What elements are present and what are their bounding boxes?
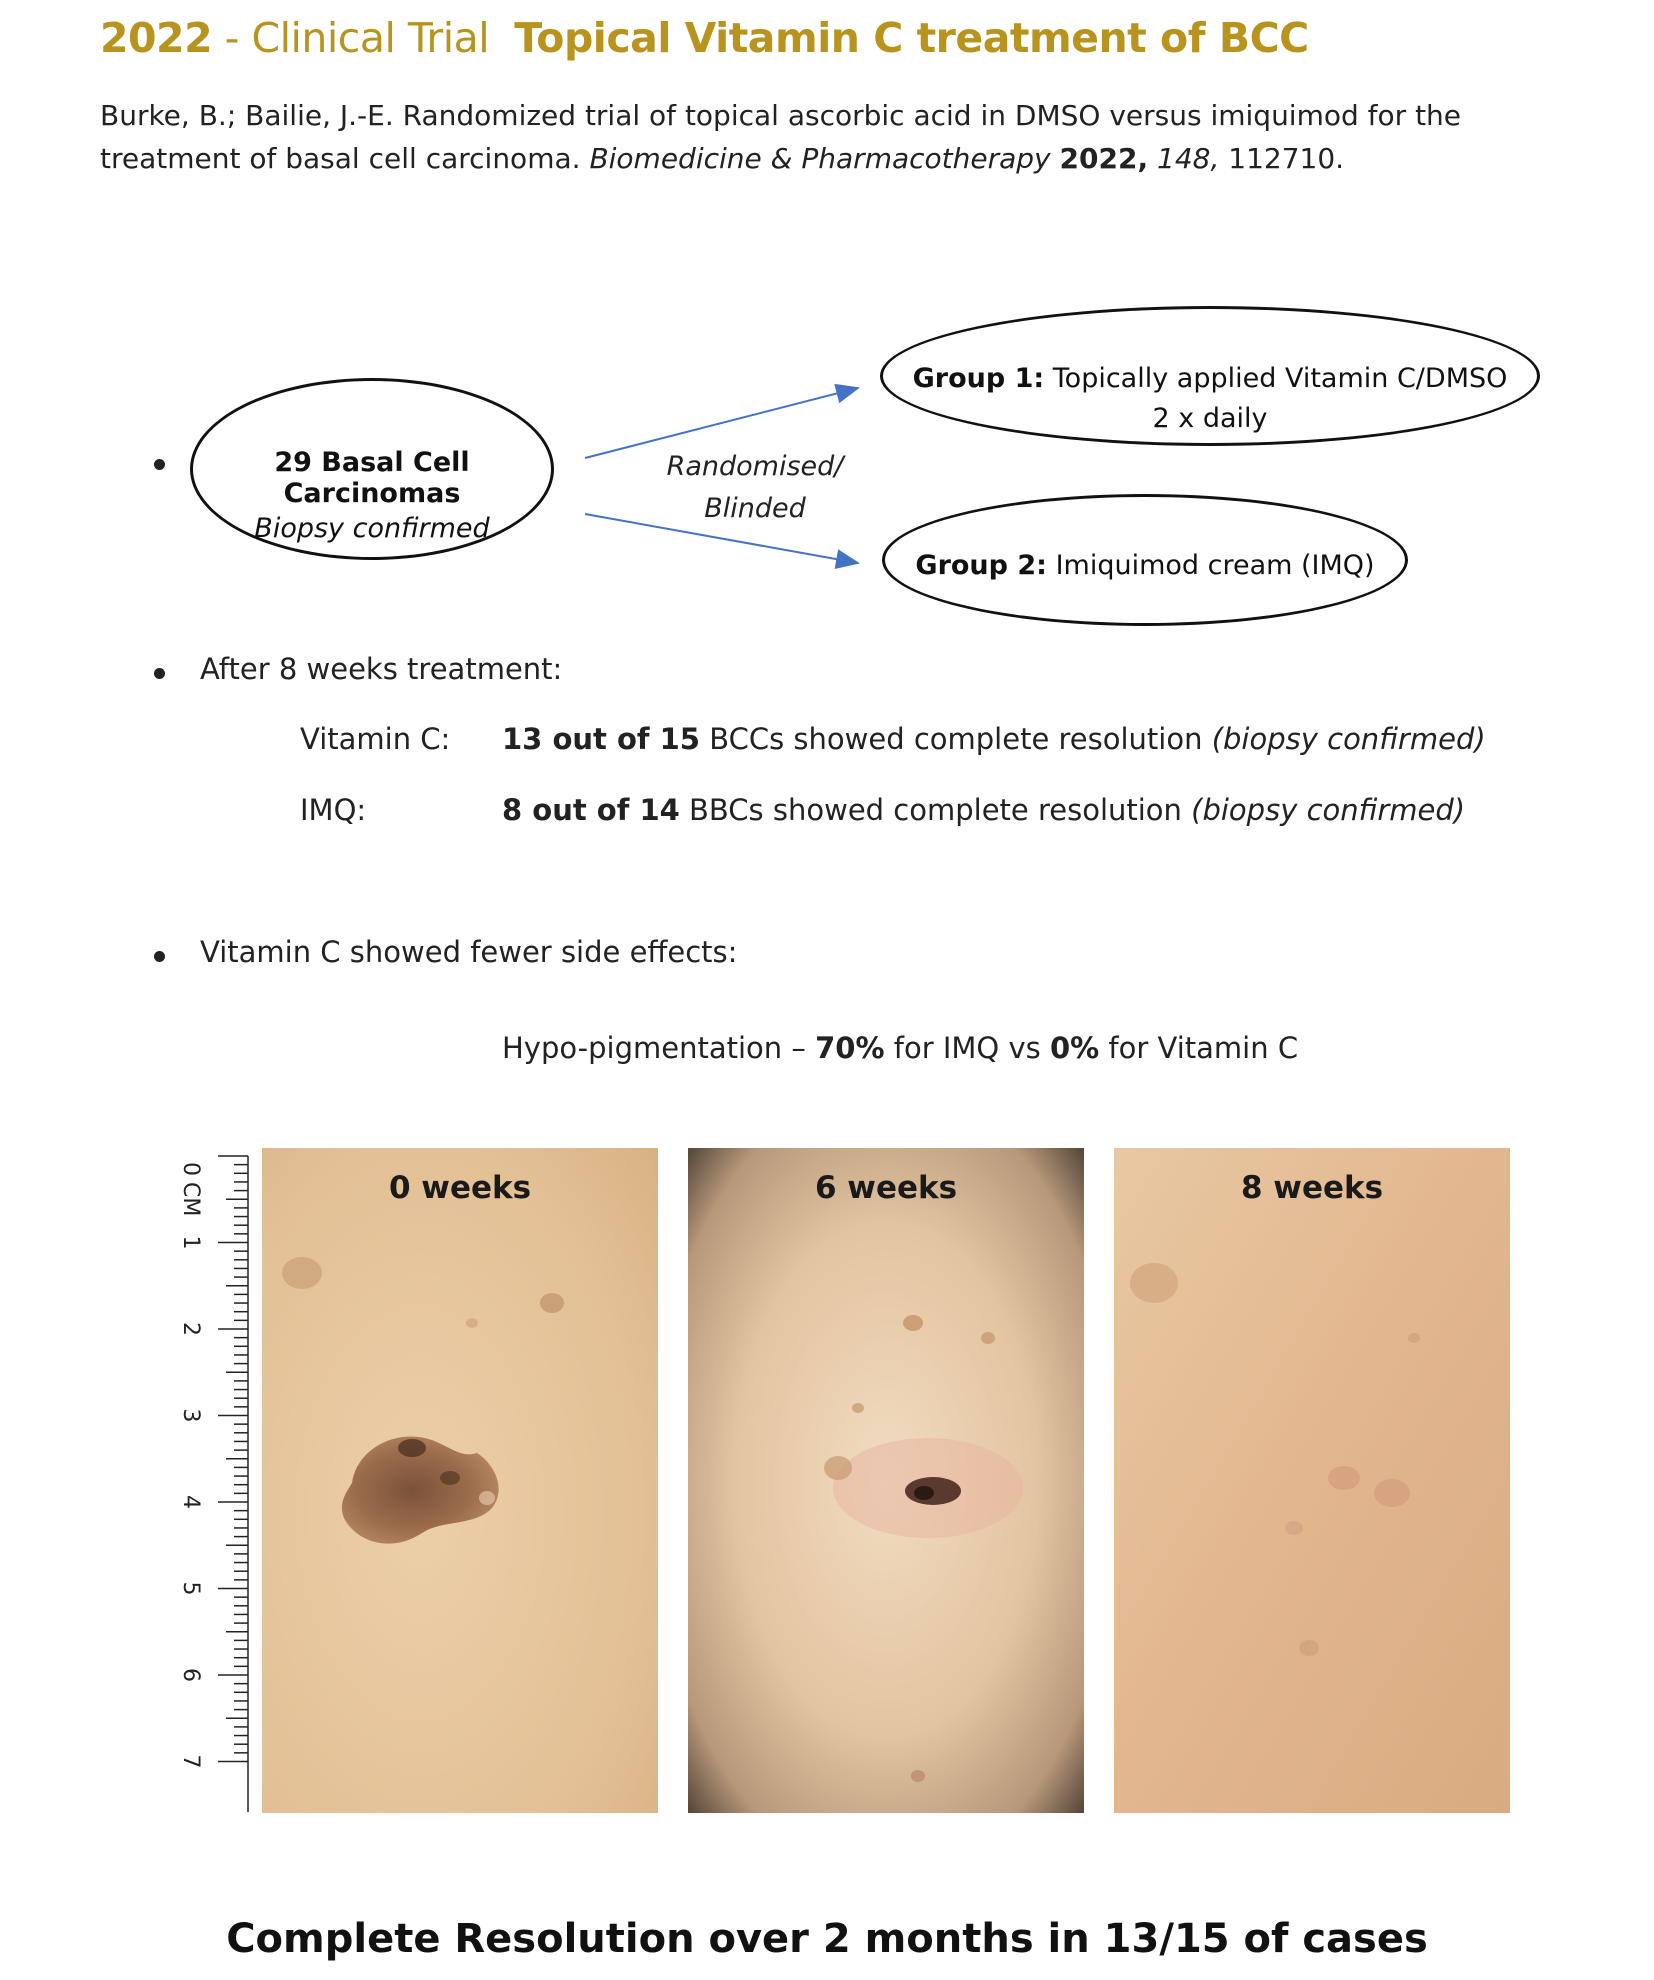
ruler-number: 0 <box>178 1162 203 1176</box>
citation-article: 112710. <box>1228 142 1345 175</box>
ruler-unit: CM <box>178 1182 203 1217</box>
skin-photo-0-weeks <box>262 1148 658 1813</box>
result-row-vitc <box>502 722 1486 756</box>
group2-ellipse <box>882 494 1408 626</box>
method-line2: Blinded <box>704 493 806 524</box>
source-bold: 29 Basal Cell Carcinomas <box>274 447 470 509</box>
group1-ellipse <box>880 306 1540 446</box>
ruler-numbers <box>178 1162 203 1769</box>
photo-label-6: 6 weeks <box>814 1170 958 1206</box>
side-effects-heading: Vitamin C showed fewer side effects: <box>200 935 738 969</box>
photo-6-weeks <box>688 1148 1084 1813</box>
ruler-number: 2 <box>178 1322 203 1336</box>
ruler-number: 3 <box>178 1408 203 1423</box>
group1-bold: Group 1: <box>912 363 1045 394</box>
ruler-number: 6 <box>178 1668 203 1682</box>
skin-photo-6-weeks <box>688 1148 1084 1813</box>
vitc-count: 13 out of 15 <box>502 722 700 756</box>
photo-label-8: 8 weeks <box>1240 1170 1384 1206</box>
imq-count: 8 out of 14 <box>502 793 680 827</box>
citation-journal: Biomedicine & Pharmacotherapy <box>589 142 1051 175</box>
photo-0-weeks <box>262 1148 658 1813</box>
ruler-number: 5 <box>178 1581 203 1596</box>
citation-volume: 148, <box>1157 142 1220 175</box>
skin-photo-8-weeks <box>1114 1148 1510 1813</box>
hypo-mid: for IMQ vs <box>884 1031 1050 1065</box>
group1-text: Topically applied Vitamin C/DMSO <box>1052 363 1508 394</box>
hypo-pigmentation-line <box>502 1031 1298 1065</box>
hypo-prefix: Hypo-pigmentation – <box>502 1031 816 1065</box>
imq-text: BBCs showed complete resolution <box>679 793 1192 827</box>
bullet-side-effects <box>154 951 165 962</box>
method-label <box>640 446 870 530</box>
ruler-ticks <box>218 1156 248 1812</box>
source-italic: Biopsy confirmed <box>254 513 490 544</box>
ruler-number: 1 <box>178 1235 203 1250</box>
ruler-image <box>168 1150 250 1815</box>
imq-note: (biopsy confirmed) <box>1191 793 1466 827</box>
title-topic: Topical Vitamin C treatment of BCC <box>514 14 1309 62</box>
footer-conclusion: Complete Resolution over 2 months in 13/15 of cases <box>226 1916 1428 1962</box>
ruler-number: 4 <box>178 1495 203 1509</box>
citation-year: 2022, <box>1059 142 1149 175</box>
hypo-vitc-pct: 0% <box>1049 1031 1100 1065</box>
bullet-results <box>154 668 165 679</box>
photo-label-0: 0 weeks <box>388 1170 532 1206</box>
ruler-number: 7 <box>178 1754 203 1769</box>
hypo-imq-pct: 70% <box>815 1031 885 1065</box>
title-dash: - <box>212 14 252 62</box>
vitc-note: (biopsy confirmed) <box>1211 722 1486 756</box>
result-row-imq <box>502 793 1465 827</box>
title-kind: Clinical Trial <box>251 14 490 62</box>
title-year: 2022 <box>100 14 213 62</box>
result-row-vitc-label: Vitamin C: <box>300 722 451 756</box>
result-row-imq-label: IMQ: <box>300 793 367 827</box>
method-line1: Randomised/ <box>666 451 844 482</box>
group2-bold: Group 2: <box>915 550 1047 581</box>
citation-authors: Burke, B.; Bailie, J.-E. Randomized trial of topical ascorbic acid in DMSO versus imiquimod for the treatment of basal cell carcinoma. <box>100 99 1462 175</box>
group2-text: Imiquimod cream (IMQ) <box>1055 550 1375 581</box>
group1-line2: 2 x daily <box>1152 403 1268 434</box>
hypo-suffix: for Vitamin C <box>1099 1031 1299 1065</box>
vitc-text: BCCs showed complete resolution <box>699 722 1212 756</box>
results-heading: After 8 weeks treatment: <box>200 652 563 686</box>
photo-8-weeks <box>1114 1148 1510 1813</box>
